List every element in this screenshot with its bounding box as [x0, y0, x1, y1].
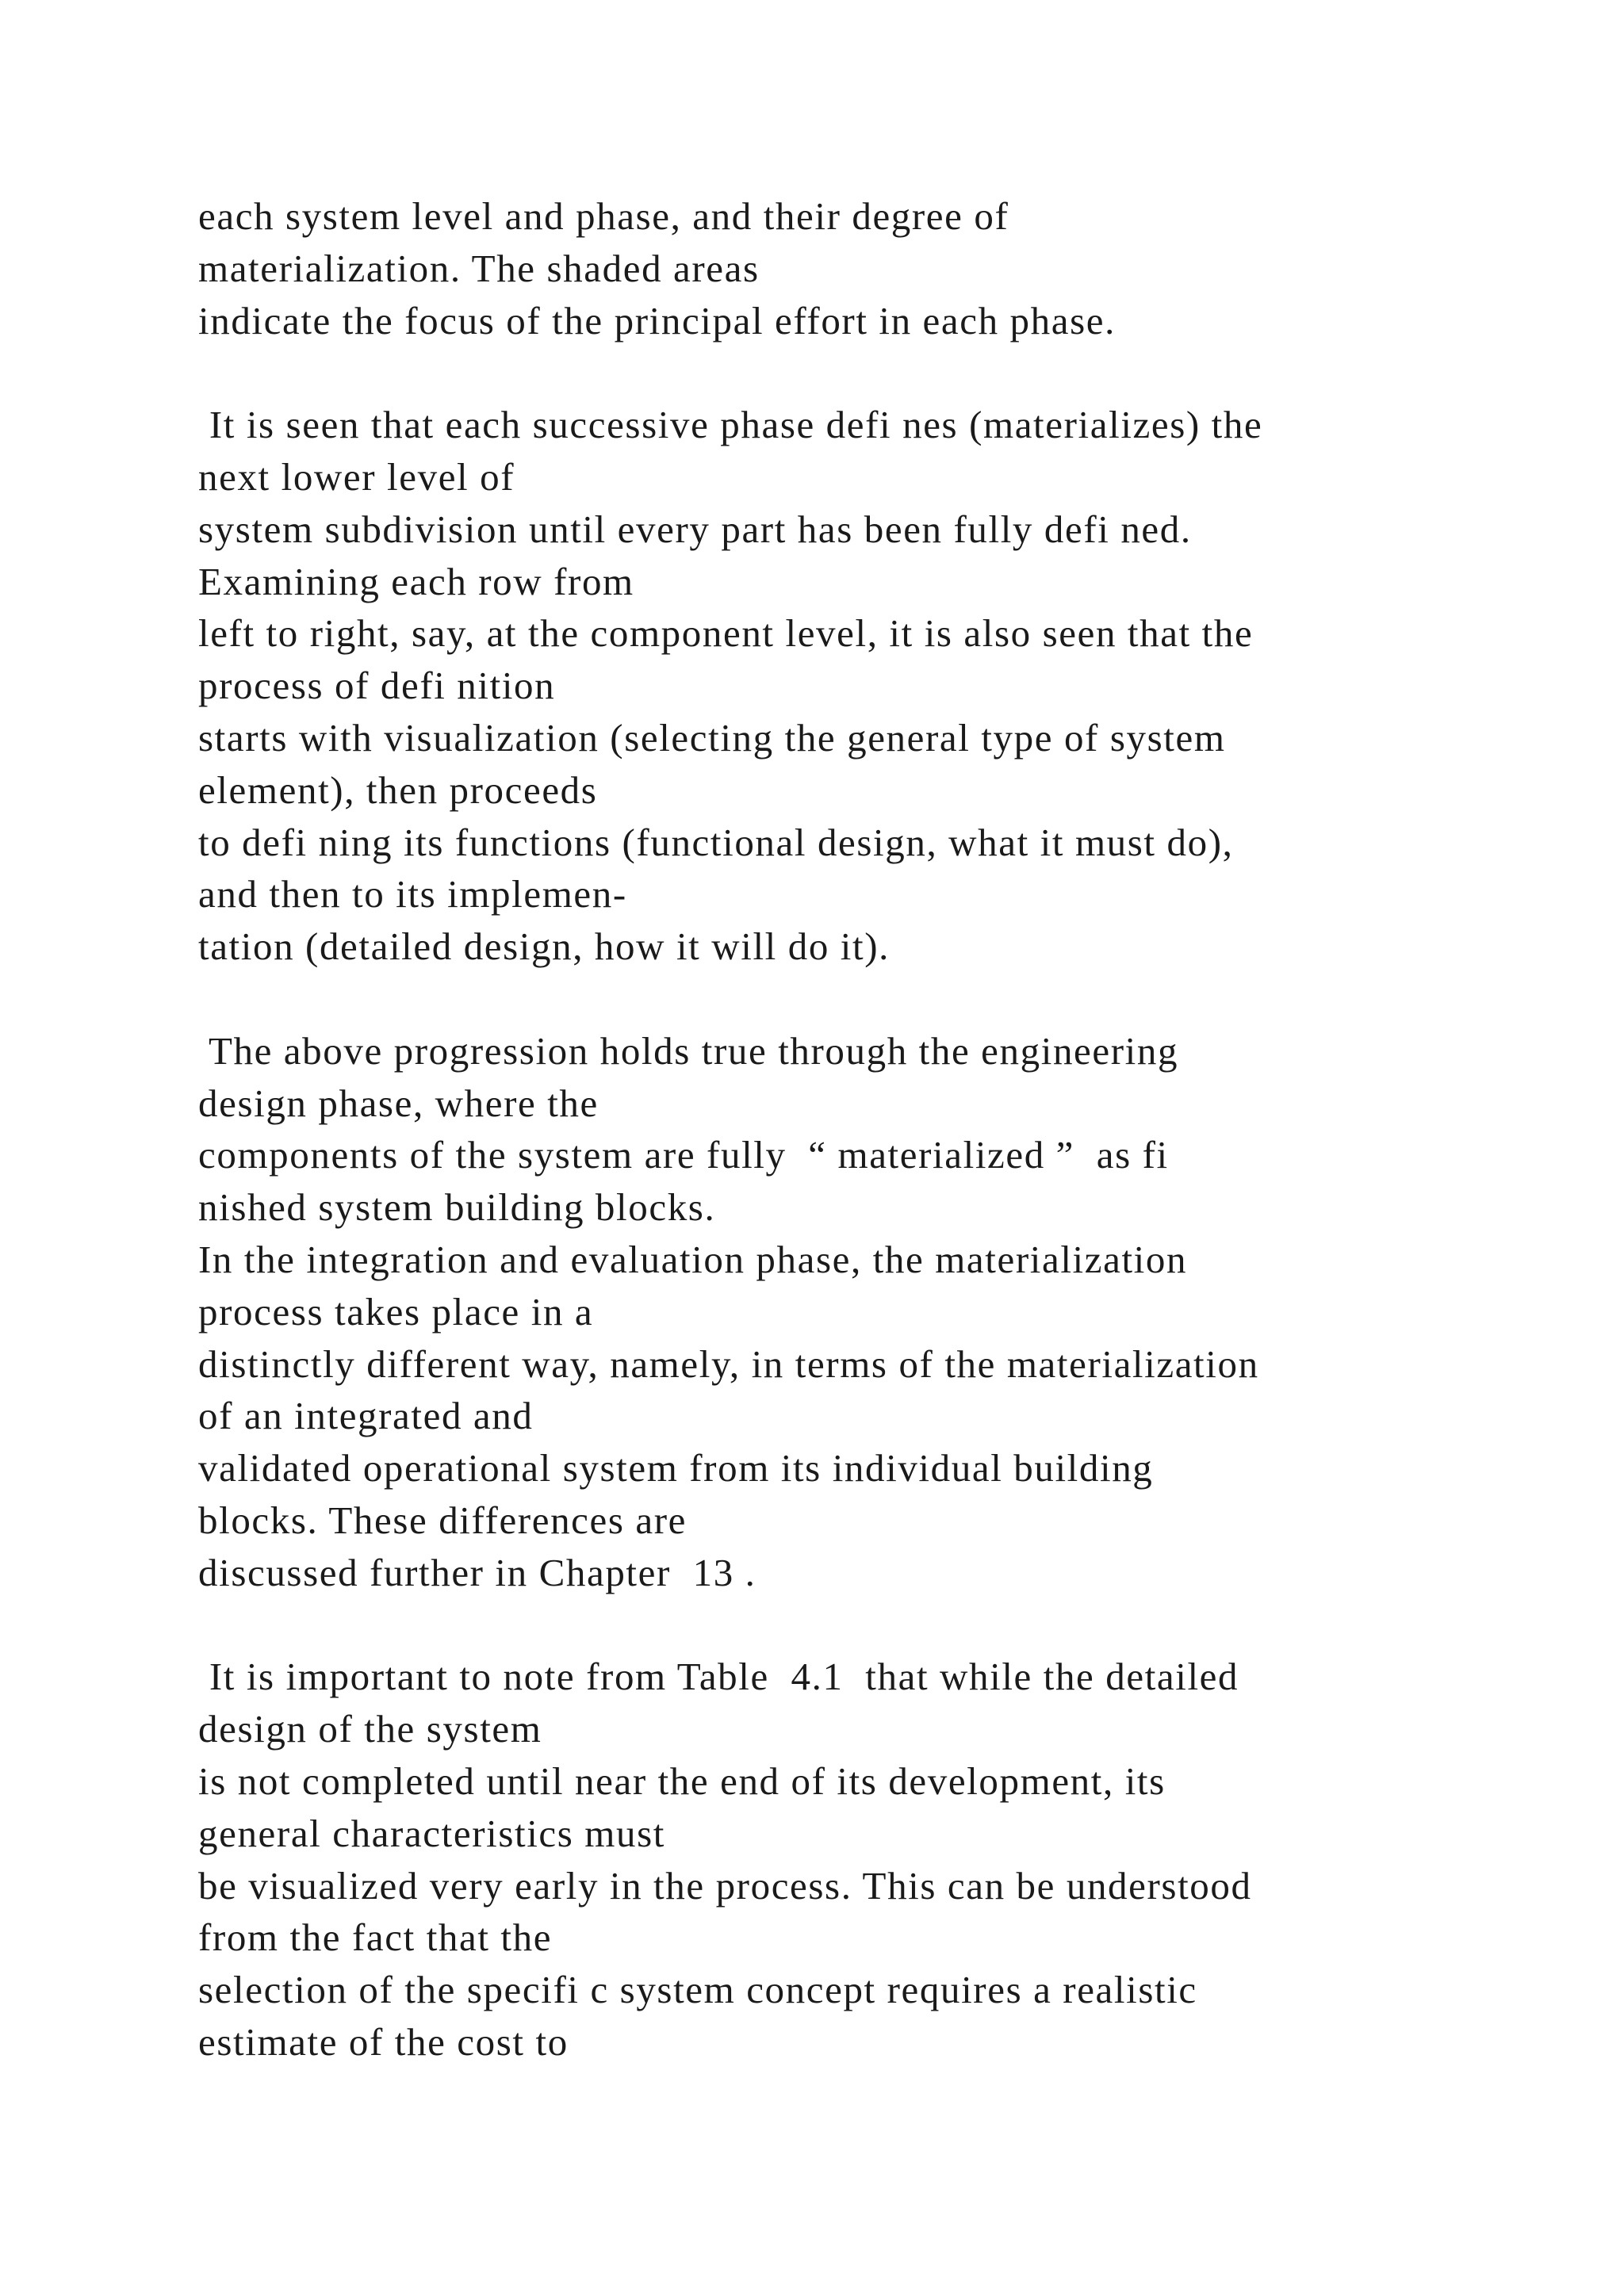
text-line: nished system building blocks.: [198, 1185, 716, 1230]
text-line: and then to its implemen-: [198, 872, 627, 916]
text-line: estimate of the cost to: [198, 2019, 569, 2064]
text-line: process of defi nition: [198, 664, 556, 708]
text-line: indicate the focus of the principal effort in each phase.: [198, 298, 1116, 342]
text-line: be visualized very early in the process. This can be understood: [198, 1863, 1252, 1908]
text-line: discussed further in Chapter 13 .: [198, 1550, 756, 1594]
text-line: Examining each row from: [198, 559, 634, 603]
text-line: selection of the specifi c system concept requires a realistic: [198, 1968, 1197, 2012]
text-line: left to right, say, at the component level, it is also seen that the: [198, 611, 1254, 656]
text-line: materialization. The shaded areas: [198, 246, 760, 290]
paragraph-break: [198, 973, 1530, 1025]
text-line: next lower level of: [198, 454, 515, 499]
text-line: to defi ning its functions (functional design, what it must do),: [198, 820, 1234, 864]
text-line: starts with visualization (selecting the general type of system: [198, 715, 1226, 760]
paragraph-break: [198, 1599, 1530, 1651]
text-line: The above progression holds true through the engineering: [198, 1028, 1179, 1073]
body-text: [198, 190, 1530, 2068]
text-line: is not completed until near the end of its development, its: [198, 1758, 1166, 1803]
text-line: element), then proceeds: [198, 767, 598, 812]
text-line: tation (detailed design, how it will do it).: [198, 924, 890, 969]
text-line: general characteristics must: [198, 1811, 665, 1855]
text-line: blocks. These differences are: [198, 1498, 688, 1542]
text-line: It is important to note from Table 4.1 that while the detailed: [198, 1655, 1239, 1699]
text-line: In the integration and evaluation phase, the materialization: [198, 1237, 1188, 1281]
text-line: It is seen that each successive phase defi nes (materializes) the: [198, 403, 1263, 447]
text-line: system subdivision until every part has been fully defi ned.: [198, 507, 1192, 551]
text-line: from the fact that the: [198, 1915, 553, 1960]
text-line: components of the system are fully “ materialized ” as fi: [198, 1133, 1169, 1177]
text-line: design of the system: [198, 1707, 542, 1751]
text-line: design phase, where the: [198, 1081, 599, 1125]
text-line: process takes place in a: [198, 1289, 594, 1334]
text-line: each system level and phase, and their degree of: [198, 194, 1009, 238]
text-line: validated operational system from its individual building: [198, 1446, 1154, 1490]
text-line: of an integrated and: [198, 1394, 534, 1438]
paragraph-break: [198, 346, 1530, 399]
text-line: distinctly different way, namely, in terms of the materialization: [198, 1341, 1259, 1386]
